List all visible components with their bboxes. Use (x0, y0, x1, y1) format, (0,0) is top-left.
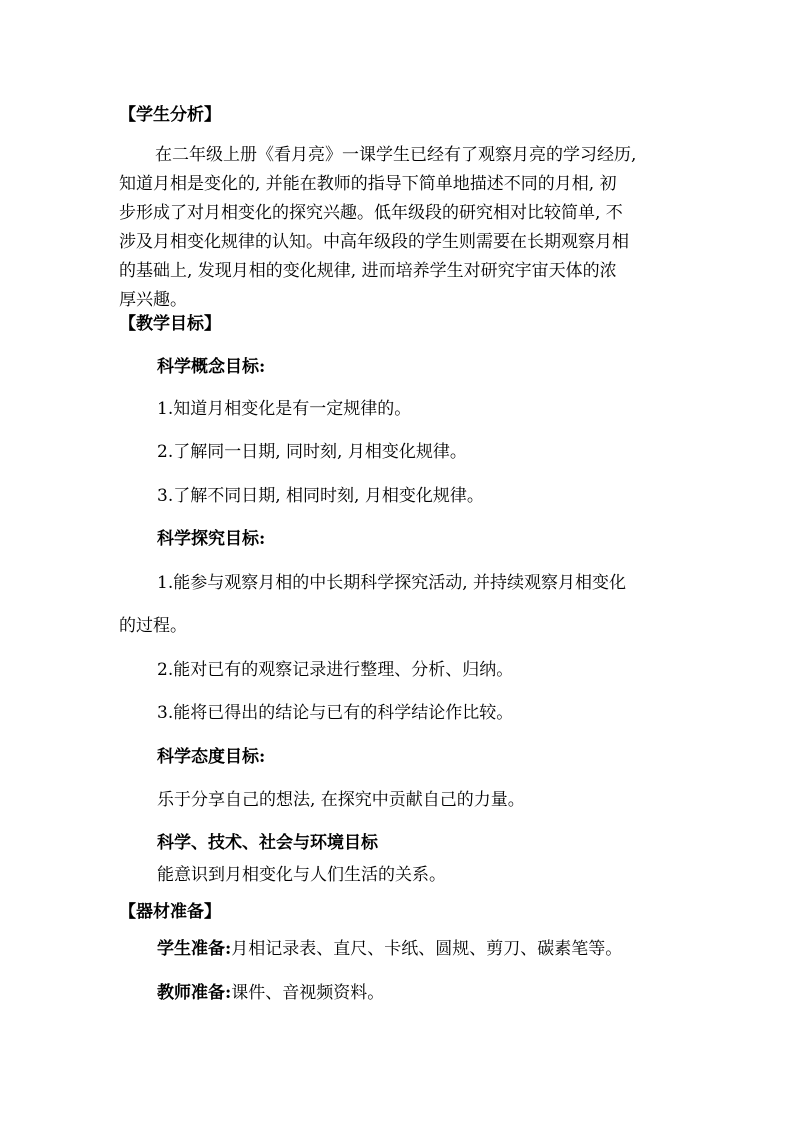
goal-item: 3.能将已得出的结论与已有的科学结论作比较。 (157, 703, 514, 723)
section-heading-teaching-goals: 【教学目标】 (119, 314, 221, 334)
materials-teacher-label: 教师准备: (157, 983, 232, 1003)
materials-student-text: 月相记录表、直尺、卡纸、圆规、剪刀、碳素笔等。 (231, 939, 623, 959)
goal-item: 乐于分享自己的想法, 在探究中贡献自己的力量。 (157, 790, 525, 810)
goal-item: 1.知道月相变化是有一定规律的。 (157, 399, 412, 419)
goal-item: 1.能参与观察月相的中长期科学探究活动, 并持续观察月相变化 (157, 573, 627, 593)
goal-item-continued: 的过程。 (119, 616, 187, 636)
materials-teacher-text: 课件、音视频资料。 (231, 983, 385, 1003)
materials-student (157, 938, 622, 960)
subheading-inquiry-goals: 科学探究目标: (157, 529, 266, 549)
section-heading-student-analysis: 【学生分析】 (119, 105, 221, 125)
paragraph-line: 的基础上, 发现月相的变化规律, 进而培养学生对研究宇宙天体的浓 (119, 261, 617, 281)
subheading-concept-goals: 科学概念目标: (157, 357, 266, 377)
goal-item: 能意识到月相变化与人们生活的关系。 (157, 865, 446, 885)
paragraph-line: 在二年级上册《看月亮》一课学生已经有了观察月亮的学习经历, (155, 145, 637, 165)
materials-student-label: 学生准备: (157, 939, 232, 959)
paragraph-line: 厚兴趣。 (119, 290, 187, 310)
subheading-sts-goals: 科学、技术、社会与环境目标 (157, 833, 378, 853)
paragraph-line: 步形成了对月相变化的探究兴趣。低年级段的研究相对比较简单, 不 (119, 203, 623, 223)
goal-item: 3.了解不同日期, 相同时刻, 月相变化规律。 (157, 486, 484, 506)
goal-item: 2.能对已有的观察记录进行整理、分析、归纳。 (157, 660, 514, 680)
materials-teacher (157, 982, 384, 1004)
subheading-attitude-goals: 科学态度目标: (157, 747, 266, 767)
paragraph-line: 知道月相是变化的, 并能在教师的指导下简单地描述不同的月相, 初 (119, 174, 617, 194)
section-heading-materials: 【器材准备】 (119, 902, 221, 922)
paragraph-line: 涉及月相变化规律的认知。中高年级段的学生则需要在长期观察月相 (119, 232, 629, 252)
goal-item: 2.了解同一日期, 同时刻, 月相变化规律。 (157, 442, 467, 462)
